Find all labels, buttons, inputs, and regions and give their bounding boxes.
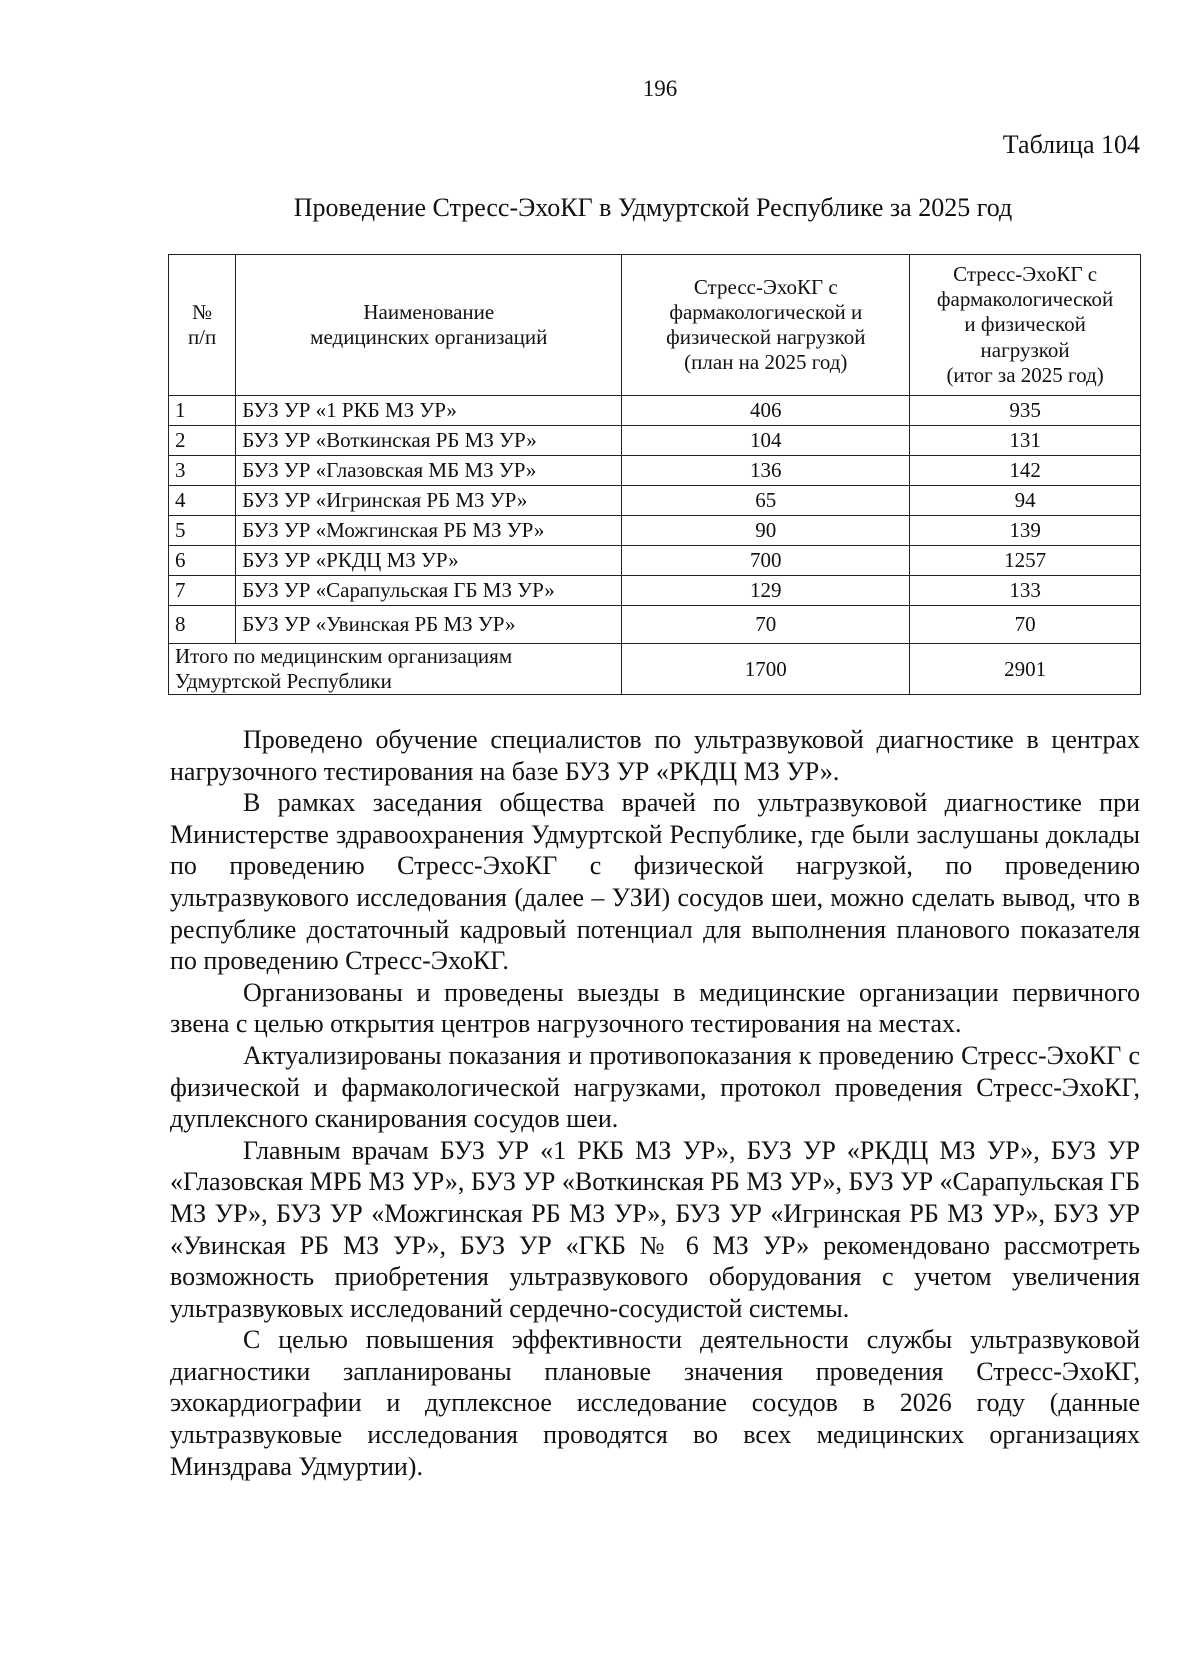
paragraph: С целью повышения эффективности деятельности службы ультразвуковой диагностики запланированы плановые значения проведения Стресс-ЭхоКГ, эхокардиографии и дуплексное исследование сосудов в 2026 году (данные ультразвуковые исследования проводятся во всех медицинских организациях Минздрава Удмуртии). [170,1325,1140,1481]
table-row [169,576,1141,606]
paragraph: Главным врачам БУЗ УР «1 РКБ МЗ УР», БУЗ УР «РКДЦ МЗ УР», БУЗ УР «Глазовская МРБ МЗ УР», БУЗ УР «Воткинская РБ МЗ УР», БУЗ УР «Сарапульская ГБ МЗ УР», БУЗ УР «Можгинская РБ МЗ УР», БУЗ УР «Игринская РБ МЗ УР», БУЗ УР «Увинская РБ МЗ УР», БУЗ УР «ГКБ № 6 МЗ УР» рекомендовано рассмотреть возможность приобретения ультразвукового оборудования с учетом увеличения ультразвуковых исследований сердечно-сосудистой системы. [170,1135,1140,1323]
page-number: 196 [642,76,678,101]
row-plan: 129 [622,576,910,606]
table-row [169,606,1141,644]
table-row [169,396,1141,426]
table-label: Таблица 104 [1002,130,1140,159]
table-total-row [169,644,1141,695]
table-row [169,546,1141,576]
row-result: 131 [910,426,1141,456]
row-plan: 700 [622,546,910,576]
paragraph: Актуализированы показания и противопоказания к проведению Стресс-ЭхоКГ с физической и фармакологической нагрузками, протокол проведения Стресс-ЭхоКГ, дуплексного сканирования сосудов шеи. [170,1040,1140,1134]
row-result: 94 [910,486,1141,516]
body-text [170,724,1140,1482]
row-number: 1 [169,396,236,426]
row-number: 8 [169,606,236,644]
row-plan: 136 [622,456,910,486]
row-result: 70 [910,606,1141,644]
paragraph: В рамках заседания общества врачей по ультразвуковой диагностике при Министерстве здравоохранения Удмуртской Республике, где были заслушаны доклады по проведению Стресс-ЭхоКГ с физической нагрузкой, по проведению ультразвукового исследования (далее – УЗИ) сосудов шеи, можно сделать вывод, что в республике достаточный кадровый потенциал для выполнения планового показателя по проведению Стресс-ЭхоКГ. [170,788,1140,976]
table-title: Проведение Стресс-ЭхоКГ в Удмуртской Республике за 2025 год [293,193,1013,222]
table-row [169,456,1141,486]
header-number: № п/п [169,255,236,396]
row-organization: БУЗ УР «Сарапульская ГБ МЗ УР» [236,576,622,606]
row-result: 1257 [910,546,1141,576]
table-row [169,486,1141,516]
row-plan: 406 [622,396,910,426]
row-organization: БУЗ УР «Увинская РБ МЗ УР» [236,606,622,644]
row-organization: БУЗ УР «1 РКБ МЗ УР» [236,396,622,426]
table-header-row [169,255,1141,396]
row-plan: 70 [622,606,910,644]
row-number: 6 [169,546,236,576]
row-plan: 90 [622,516,910,546]
statistics-table [168,254,1141,695]
row-number: 5 [169,516,236,546]
row-number: 7 [169,576,236,606]
row-result: 139 [910,516,1141,546]
row-result: 935 [910,396,1141,426]
total-result: 2901 [910,644,1141,695]
row-number: 4 [169,486,236,516]
row-organization: БУЗ УР «Игринская РБ МЗ УР» [236,486,622,516]
paragraph: Организованы и проведены выезды в медицинские организации первичного звена с целью открытия центров нагрузочного тестирования на местах. [170,977,1140,1039]
total-plan: 1700 [622,644,910,695]
row-organization: БУЗ УР «Воткинская РБ МЗ УР» [236,426,622,456]
table-row [169,426,1141,456]
table-row [169,516,1141,546]
row-number: 2 [169,426,236,456]
row-result: 142 [910,456,1141,486]
row-organization: БУЗ УР «РКДЦ МЗ УР» [236,546,622,576]
row-plan: 65 [622,486,910,516]
row-plan: 104 [622,426,910,456]
total-label: Итого по медицинским организациям Удмуртской Республики [169,644,622,695]
header-plan: Стресс-ЭхоКГ с фармакологической и физической нагрузкой (план на 2025 год) [622,255,910,396]
row-organization: БУЗ УР «Глазовская МБ МЗ УР» [236,456,622,486]
row-result: 133 [910,576,1141,606]
header-result: Стресс-ЭхоКГ с фармакологической и физической нагрузкой (итог за 2025 год) [910,255,1141,396]
row-organization: БУЗ УР «Можгинская РБ МЗ УР» [236,516,622,546]
row-number: 3 [169,456,236,486]
header-organization: Наименование медицинских организаций [236,255,622,396]
paragraph: Проведено обучение специалистов по ультразвуковой диагностике в центрах нагрузочного тестирования на базе БУЗ УР «РКДЦ МЗ УР». [170,725,1140,786]
